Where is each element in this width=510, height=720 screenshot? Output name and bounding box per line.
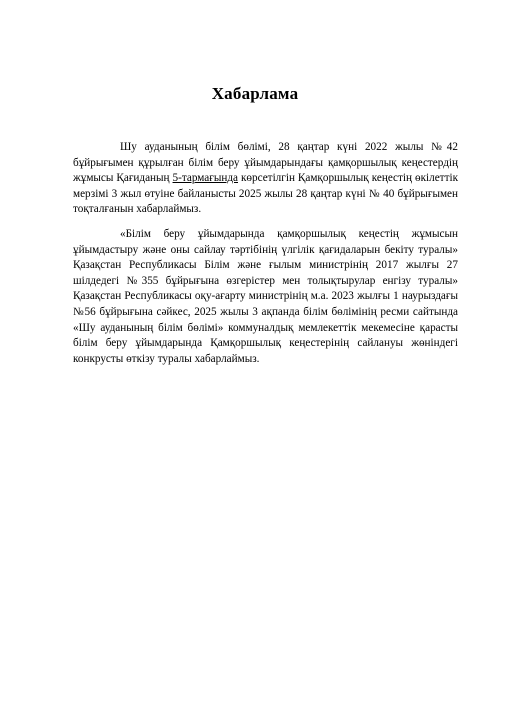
document-title: Хабарлама	[211, 84, 299, 103]
document-body	[73, 140, 458, 367]
underlined-clause-reference: 5-тармағында	[172, 172, 238, 185]
paragraph-1	[73, 140, 458, 218]
paragraph-1-text-start: Шу ауданының білім бөлімі, 28 қаңтар күні 2022 жылы №42 бұйрығымен құрылған білім беру ұйымдарындағы қамқоршылық кеңестердің жұмысы Қағиданың	[73, 141, 458, 185]
paragraph-2: «Білім беру ұйымдарында қамқоршылық кеңестің жұмысын ұйымдастыру және оны сайлау тәртібінің үлгілік қағидаларын бекіту туралы» Қазақстан Республикасы Білім және ғылым министрінің 2017 жылғы 27 шілдедегі №355 бұйрығына өзгерістер мен толықтырулар енгізу туралы» Қазақстан Республикасы оқу-ағарту министрінің м.а. 2023 жылғы 1 наурыздағы №56 бұйрығына сәйкес, 2025 жылы 3 ақпанда білім бөлімінің ресми сайтында «Шу ауданының білім бөлімі» коммуналдық мемлекеттік мекемесіне қарасты білім беру ұйымдарында Қамқоршылық кеңестерінің сайлануы жөніндегі конкрусты өткізу туралы хабарлаймыз.	[73, 227, 458, 365]
paragraph-1-text-end: көрсетілгін Қамқоршылық кеңестің өкілеттік мерзімі 3 жыл өтуіне байланысты 2025 жылы 28 қаңтар күні № 40 бұйрығымен тоқталғанын хабарлаймыз.	[73, 172, 458, 216]
